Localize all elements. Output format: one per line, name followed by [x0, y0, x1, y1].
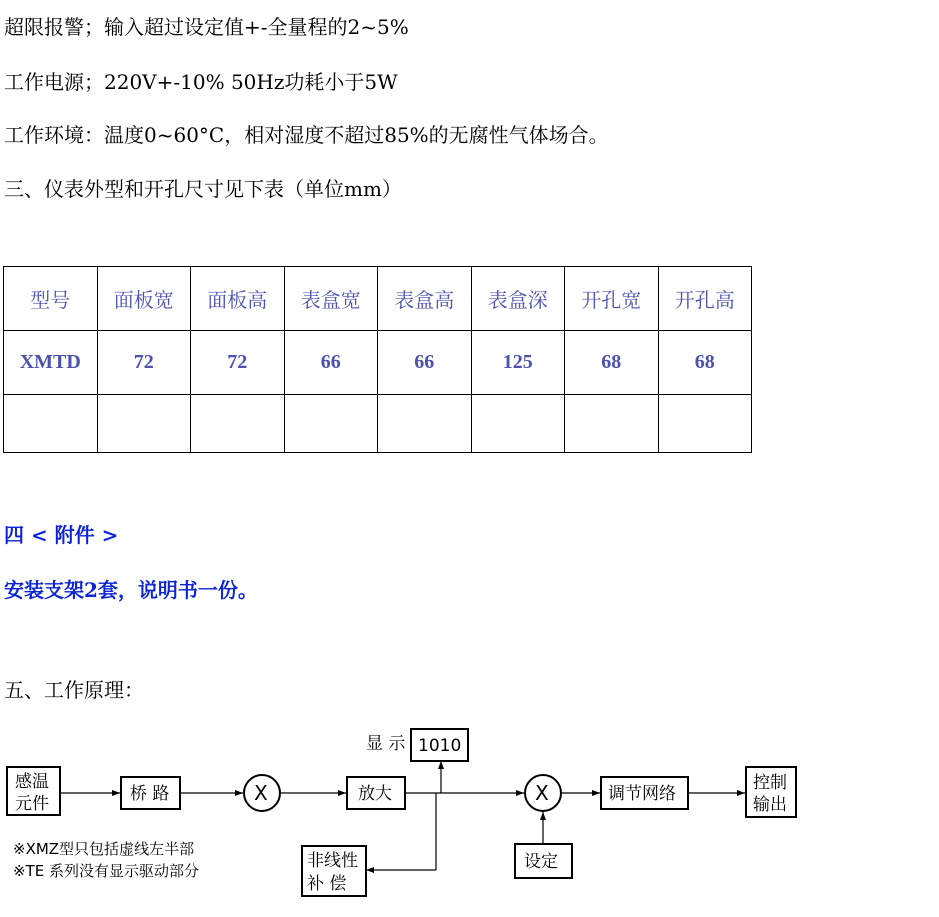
working-principle-diagram [0, 715, 939, 915]
table-cell [97, 395, 191, 453]
accessories-text: 安装支架2套，说明书一份。 [4, 578, 258, 602]
table-header-cell: 表盒宽 [284, 267, 378, 331]
table-cell [565, 395, 659, 453]
table-cell [471, 395, 565, 453]
arrowhead [737, 790, 745, 796]
arrowhead [366, 867, 374, 873]
table-header-cell: 开孔宽 [565, 267, 659, 331]
table-header-cell: 开孔高 [658, 267, 752, 331]
table-cell: 72 [97, 331, 191, 395]
arrowhead [438, 761, 444, 769]
table-cell [284, 395, 378, 453]
amplifier-label: 放大 [358, 784, 392, 804]
multiply-icon: X [535, 781, 549, 805]
table-cell [658, 395, 752, 453]
table-cell: 66 [284, 331, 378, 395]
control-output-label-1: 控制 [753, 773, 787, 793]
alarm-line: 超限报警；输入超过设定值+-全量程的2~5% [4, 15, 409, 39]
table-header-cell: 面板宽 [97, 267, 191, 331]
table-header-cell: 型号 [4, 267, 98, 331]
arrowhead [235, 790, 243, 796]
table-cell: 125 [471, 331, 565, 395]
table-header-cell: 表盒深 [471, 267, 565, 331]
setpoint-label: 设定 [524, 852, 558, 872]
table-row [4, 331, 752, 395]
table-header-row [4, 267, 752, 331]
nonlinear-compensation-label-1: 非线性 [307, 851, 358, 871]
sensor-label-2: 元件 [15, 794, 49, 814]
multiply-icon: X [254, 781, 268, 805]
table-cell: 72 [191, 331, 285, 395]
arrowhead [540, 812, 546, 820]
table-cell: 66 [378, 331, 472, 395]
section-five-heading: 五、工作原理： [4, 678, 144, 702]
bridge-label: 桥 路 [130, 784, 170, 804]
sensor-label-1: 感温 [15, 772, 49, 792]
arrowhead [338, 790, 346, 796]
display-value: 1010 [418, 736, 462, 756]
table-header-cell: 面板高 [191, 267, 285, 331]
table-cell: 68 [658, 331, 752, 395]
table-cell: XMTD [4, 331, 98, 395]
control-output-label-2: 输出 [753, 795, 787, 815]
nonlinear-compensation-label-2: 补 偿 [307, 874, 347, 894]
table-cell: 68 [565, 331, 659, 395]
table-cell [191, 395, 285, 453]
note-te: ※TE 系列没有显示驱动部分 [13, 862, 199, 880]
display-label: 显 示 [366, 734, 406, 754]
table-empty-row [4, 395, 752, 453]
table-header-cell: 表盒高 [378, 267, 472, 331]
arrowhead [516, 790, 524, 796]
accessories-heading: 四 < 附件 > [4, 523, 119, 547]
section-three-heading: 三、仪表外型和开孔尺寸见下表（单位mm） [4, 177, 402, 201]
note-xmz: ※XMZ型只包括虚线左半部 [13, 840, 195, 858]
arrowhead [592, 790, 600, 796]
environment-line: 工作环境：温度0~60°C，相对湿度不超过85%的无腐性气体场合。 [4, 123, 609, 147]
regulation-network-label: 调节网络 [608, 784, 676, 804]
dimension-table [3, 266, 752, 453]
table-cell [4, 395, 98, 453]
table-cell [378, 395, 472, 453]
power-line: 工作电源；220V+-10% 50Hz功耗小于5W [4, 70, 398, 94]
arrowhead [112, 790, 120, 796]
